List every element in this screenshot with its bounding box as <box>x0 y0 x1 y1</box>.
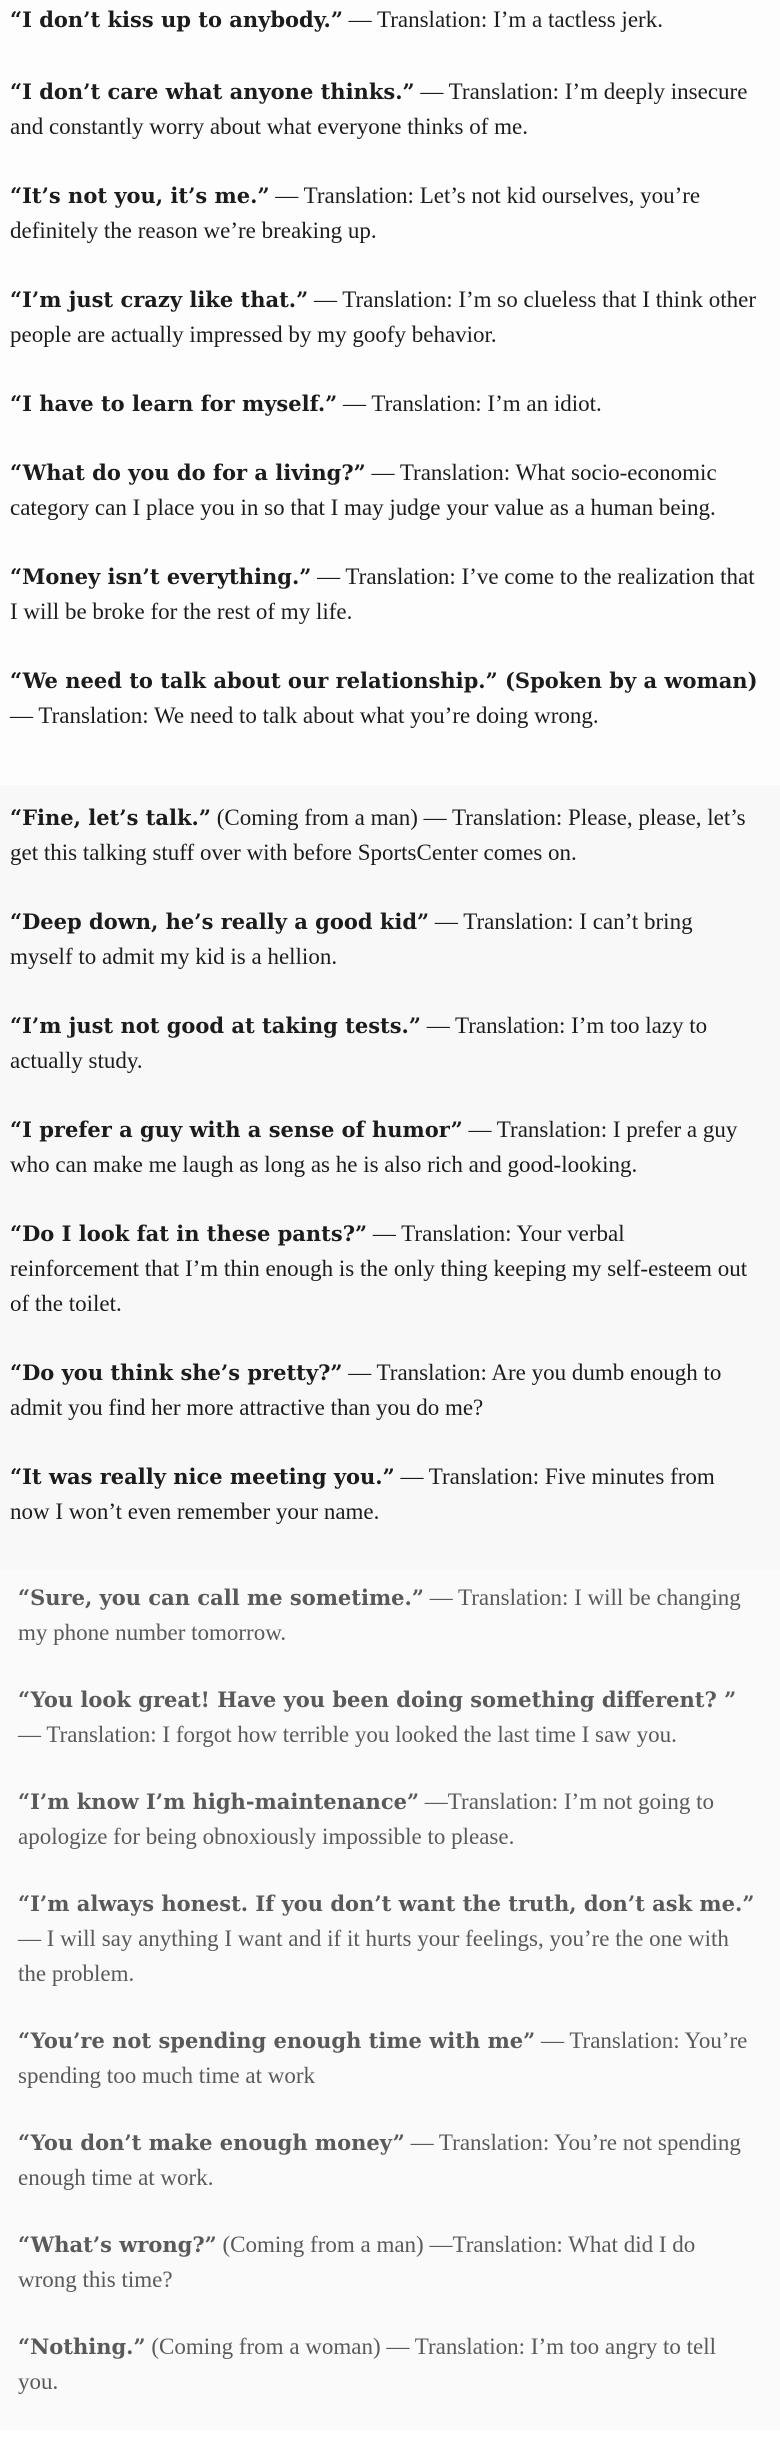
quote-entry <box>10 1112 758 1182</box>
translation-text: (Coming from a woman) — Translation: I’m too angry to tell you. <box>18 2334 717 2394</box>
translation-text: — Translation: I’m so clueless that I think other people are actually impressed by my goofy behavior. <box>10 287 757 347</box>
quote-text: “What do you do for a living?” <box>10 460 366 485</box>
quote-entry <box>10 559 758 629</box>
quote-text: “You don’t make enough money” <box>18 2130 405 2155</box>
quote-entry <box>10 0 758 40</box>
quote-text: “You’re not spending enough time with me” <box>18 2028 536 2053</box>
quote-text: “Do I look fat in these pants?” <box>10 1221 368 1246</box>
translation-text: —Translation: I’m not going to apologize for being obnoxiously impossible to please. <box>18 1789 715 1849</box>
translation-text: — Translation: I’m too lazy to actually study. <box>10 1013 708 1073</box>
quote-text: “You look great! Have you been doing something different? ” <box>18 1687 737 1712</box>
quote-entry <box>10 1355 758 1425</box>
quote-entry <box>18 2329 758 2399</box>
quote-entry <box>10 1008 758 1078</box>
quote-text: “What’s wrong?” <box>18 2232 217 2257</box>
quote-entry <box>10 904 758 974</box>
quote-entry <box>10 386 758 421</box>
quote-text: “Sure, you can call me sometime.” <box>18 1585 424 1610</box>
quotes-section-3 <box>0 1570 780 2430</box>
quote-text: “Do you think she’s pretty?” <box>10 1360 343 1385</box>
translation-text: (Coming from a man) — Translation: Please, please, let’s get this talking stuff over with before SportsCenter comes on. <box>10 805 746 865</box>
quote-text: “It’s not you, it’s me.” <box>10 183 270 208</box>
quote-text: “Deep down, he’s really a good kid” <box>10 909 430 934</box>
translation-text: — Translation: Your verbal reinforcement that I’m thin enough is the only thing keeping my self-esteem out of the toilet. <box>10 1221 748 1316</box>
quote-text: “I have to learn for myself.” <box>10 391 338 416</box>
translation-text: — Translation: Are you dumb enough to admit you find her more attractive than you do me? <box>10 1360 722 1420</box>
translation-text: — Translation: Let’s not kid ourselves, you’re definitely the reason we’re breaking up. <box>10 183 701 243</box>
quote-entry <box>10 282 758 352</box>
quote-text: “I’m just crazy like that.” <box>10 287 309 312</box>
quote-entry <box>18 1784 758 1854</box>
quote-text: “I don’t kiss up to anybody.” <box>10 7 343 32</box>
quote-entry <box>18 2227 758 2297</box>
quote-text: “Nothing.” <box>18 2334 146 2359</box>
translation-text: — Translation: I’ve come to the realization that I will be broke for the rest of my life. <box>10 564 755 624</box>
quote-text: “Fine, let’s talk.” <box>10 805 211 830</box>
translation-text: — Translation: I forgot how terrible you looked the last time I saw you. <box>18 1722 677 1747</box>
quote-entry <box>10 1459 758 1529</box>
quote-entry <box>18 2125 758 2195</box>
quote-entry <box>10 455 758 525</box>
quote-text: “We need to talk about our relationship.” (Spoken by a woman) <box>10 668 758 693</box>
quote-entry <box>18 2023 758 2093</box>
quote-text: “Money isn’t everything.” <box>10 564 312 589</box>
translation-text: — Translation: You’re not spending enough time at work. <box>18 2130 741 2190</box>
quote-entry <box>18 1580 758 1650</box>
translation-text: (Coming from a man) —Translation: What did I do wrong this time? <box>18 2232 696 2292</box>
translation-text: — Translation: We need to talk about what you’re doing wrong. <box>10 703 599 728</box>
quote-text: “I’m just not good at taking tests.” <box>10 1013 421 1038</box>
translation-text: — Translation: You’re spending too much time at work <box>18 2028 748 2088</box>
translation-text: — Translation: Five minutes from now I won’t even remember your name. <box>10 1464 715 1524</box>
quote-entry <box>10 800 758 870</box>
translation-text: — Translation: I prefer a guy who can make me laugh as long as he is also rich and good-looking. <box>10 1117 738 1177</box>
translation-text: — Translation: What socio-economic category can I place you in so that I may judge your value as a human being. <box>10 460 717 520</box>
quote-entry <box>10 663 758 733</box>
quotes-section-2 <box>0 785 780 1570</box>
quote-text: “I’m know I’m high-maintenance” <box>18 1789 420 1814</box>
translation-text: — Translation: I’m deeply insecure and constantly worry about what everyone thinks of me. <box>10 79 748 139</box>
translation-text: — Translation: I can’t bring myself to admit my kid is a hellion. <box>10 909 693 969</box>
translation-text: — Translation: I’m an idiot. <box>337 391 602 416</box>
translation-text: — Translation: I’m a tactless jerk. <box>342 7 663 32</box>
quote-entry <box>10 178 758 248</box>
quote-entry <box>18 1886 758 1991</box>
quote-entry <box>10 74 758 144</box>
quote-text: “I don’t care what anyone thinks.” <box>10 79 415 104</box>
translation-text: — Translation: I will be changing my phone number tomorrow. <box>18 1585 741 1645</box>
quote-entry <box>18 1682 758 1752</box>
quote-text: “It was really nice meeting you.” <box>10 1464 395 1489</box>
quote-text: “I prefer a guy with a sense of humor” <box>10 1117 463 1142</box>
quote-text: “I’m always honest. If you don’t want the truth, don’t ask me.” <box>18 1891 755 1916</box>
quote-entry <box>10 1216 758 1321</box>
quotes-section-1 <box>0 0 780 785</box>
translation-text: — I will say anything I want and if it hurts your feelings, you’re the one with the problem. <box>18 1926 729 1986</box>
